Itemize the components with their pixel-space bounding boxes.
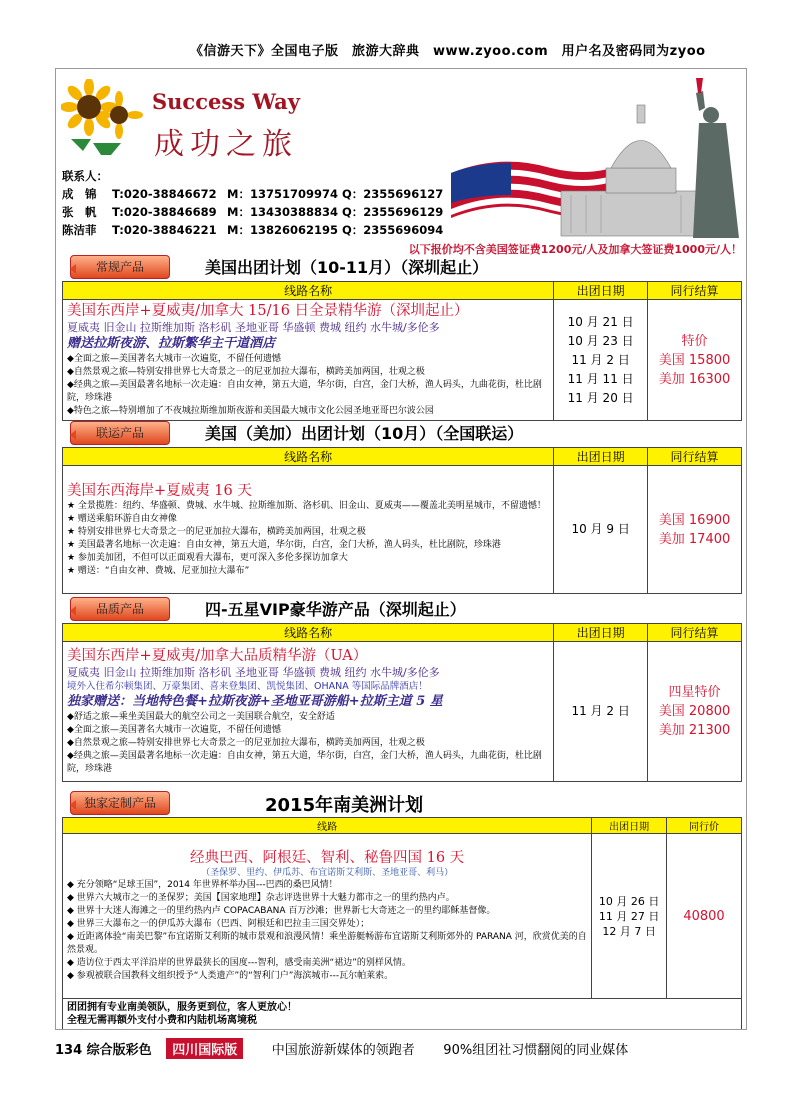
route-title: 美国东西岸+夏威夷/加拿大 15/16 日全景精华游（深圳起止）: [67, 303, 469, 319]
route-bullet: ◆全面之旅—美国著名大城市一次遍览，不留任何遗憾: [67, 725, 281, 735]
route-bullet: ◆ 世界三大瀑布之一的伊瓜苏大瀑布（巴西、阿根廷和巴拉圭三国交界处）；: [67, 919, 370, 929]
col-header-price: 同行结算: [648, 282, 742, 300]
contact-mobile: M：13430388834: [227, 205, 338, 219]
route-bullet: ◆自然景观之旅—特别安排世界七大奇景之一的尼亚加拉大瀑布，横跨美加两国，壮观之极: [67, 367, 425, 377]
depart-date: 10 月 21 日: [567, 314, 634, 329]
col-header-price: 同行结算: [648, 624, 742, 642]
route-gift: 独家赠送：当地特色餐+拉斯夜游+圣地亚哥游船+拉斯主道 5 星: [67, 694, 443, 709]
contact-qq: Q：2355696127: [342, 187, 444, 201]
section-header: [70, 595, 745, 623]
route-title: 经典巴西、阿根廷、智利、秘鲁四国 16 天: [189, 850, 465, 866]
price-line: 特价: [681, 333, 708, 349]
section-title: 四-五星VIP豪华游产品（深圳起止）: [205, 600, 466, 619]
advert-page: [55, 68, 747, 1030]
edition-badge: 四川国际版: [166, 1038, 243, 1059]
visa-fee-note: 以下报价均不含美国签证费1200元/人及加拿大签证费1000元/人！: [408, 243, 742, 256]
product-tag: 独家定制产品: [70, 791, 170, 815]
price-line: 四星特价: [668, 685, 721, 700]
route-bullet: ★ 特别安排世界七大奇景之一的尼亚加拉大瀑布，横跨美加两国，壮观之极: [67, 526, 366, 537]
contact-mobile: M：13751709974: [227, 187, 338, 201]
contact-name: 陈洁菲: [62, 223, 97, 237]
depart-date: 10 月 26 日: [598, 894, 660, 908]
depart-date: 10 月 9 日: [571, 522, 630, 536]
contact-qq: Q：2355696094: [342, 223, 444, 237]
route-cities: 夏威夷 旧金山 拉斯维加斯 洛杉矶 圣地亚哥 华盛顿 费城 纽约 水牛城/多伦多: [67, 321, 440, 334]
contact-list: [62, 167, 443, 239]
route-bullet: ◆ 充分领略“足球王国”，2014 年世界杯举办国---巴西的桑巴风情！: [67, 880, 338, 890]
product-tag: 常规产品: [70, 255, 170, 279]
brand-english: Success Way: [152, 89, 300, 114]
footer-note: 全程无需再额外支付小费和内陆机场离境税: [67, 1015, 257, 1026]
route-gift: 赠送拉斯夜游、拉斯繁华主干道酒店: [67, 336, 276, 351]
depart-date: 11 月 2 日: [571, 352, 630, 367]
col-header-route: 线路名称: [63, 448, 554, 466]
page-number: 134 综合版彩色: [55, 1043, 152, 1058]
price-line: 美加 21300: [658, 723, 731, 738]
price-line: 美加 16300: [658, 371, 731, 387]
statue-of-liberty-icon: [693, 78, 739, 238]
route-bullet: ★ 赠送：“自由女神、费城、尼亚加拉大瀑布”: [67, 565, 250, 576]
price-line: 美国 15800: [658, 352, 731, 368]
section-title: 美国（美加）出团计划（10月）（全国联运）: [205, 424, 524, 443]
depart-date: 11 月 27 日: [598, 909, 660, 923]
col-header-date: 出团日期: [592, 818, 667, 834]
depart-date: 10 月 23 日: [567, 333, 634, 348]
contact-tel: T:020-38846672: [112, 187, 217, 201]
contact-tel: T:020-38846689: [112, 205, 217, 219]
col-header-price: 同行价: [667, 818, 742, 834]
route-title: 美国东西海岸+夏威夷 16 天: [67, 482, 252, 499]
tour-table: [62, 623, 742, 782]
section-title: 2015年南美洲计划: [265, 795, 424, 816]
route-bullet: ◆ 造访位于西太平洋沿岸的世界最狭长的国度---智利，感受南美洲“裙边”的别样风情。: [67, 958, 411, 968]
route-bullet: ◆ 世界十大迷人海滩之一的里约热内卢 COPACABANA 百万沙滩；世界新七大奇迹之一的里约耶稣基督像。: [67, 906, 496, 916]
page-footer: [55, 1038, 755, 1059]
section-title: 美国出团计划（10-11月）（深圳起止）: [205, 258, 489, 277]
col-header-price: 同行结算: [648, 448, 742, 466]
col-header-route: 线路名称: [63, 282, 554, 300]
route-cities: 夏威夷 旧金山 拉斯维加斯 洛杉矶 圣地亚哥 华盛顿 费城 纽约 水牛城/多伦多: [67, 666, 440, 679]
route-bullet: ◆ 参观被联合国教科文组织授予“人类遗产”的“智利门户”海滨城市---瓦尔帕莱索。: [67, 971, 394, 981]
col-header-date: 出团日期: [554, 282, 648, 300]
col-header-route: 线路名称: [63, 624, 554, 642]
route-bullet: ◆经典之旅—美国最著名地标一次走遍：自由女神，第五大道，华尔街，白宫，金门大桥，渔人码头，九曲花街，杜比剧院，珍珠港: [67, 751, 542, 774]
route-bullet: ◆舒适之旅—乘坐美国最大的航空公司之一美国联合航空，安全舒适: [67, 712, 335, 722]
route-bullet: ◆特色之旅—特别增加了不夜城拉斯维加斯夜游和美国最大城市文化公园圣地亚哥巴尔波公园: [67, 406, 434, 416]
route-subtitle: （圣保罗、里约、伊瓜苏、布宜诺斯艾利斯、圣地亚哥、利马）: [201, 868, 454, 878]
slogan: 中国旅游新媒体的领跑者: [271, 1043, 415, 1058]
price-line: 美国 20800: [658, 704, 731, 719]
usa-landmarks-illustration: [441, 73, 746, 238]
route-bullet: ★ 参加美加团，不但可以正面观看大瀑布，更可深入多伦多探访加拿大: [67, 552, 348, 563]
price-line: 美加 17400: [658, 531, 731, 547]
footer-note: 团团拥有专业南美领队，服务更到位，客人更放心！: [67, 1002, 297, 1013]
route-bullet: ◆经典之旅—美国最著名地标一次走遍：自由女神，第五大道，华尔街，白宫，金门大桥，渔人码头，九曲花街，杜比剧院，珍珠港: [67, 380, 542, 403]
contact-label: 联系人：: [62, 169, 108, 183]
depart-date: 11 月 11 日: [567, 371, 634, 386]
depart-date: 11 月 2 日: [571, 704, 630, 718]
contact-tel: T:020-38846221: [112, 223, 217, 237]
contact-row: [62, 203, 443, 221]
contact-name: 张 帆: [62, 205, 97, 219]
section-header: [70, 789, 745, 817]
tour-table: [62, 447, 742, 594]
col-header-date: 出团日期: [554, 624, 648, 642]
route-bullet: ◆ 世界六大城市之一的圣保罗；美国【国家地理】杂志评选世界十大魅力都市之一的里约热内卢。: [67, 893, 455, 903]
route-bullet: ★ 赠送乘船环游自由女神像: [67, 513, 177, 524]
section-header: [70, 419, 745, 447]
route-title: 美国东西岸+夏威夷/加拿大品质精华游（UA）: [67, 648, 368, 664]
col-header-route: 线路: [63, 818, 592, 834]
price-line: 40800: [683, 908, 725, 924]
route-bullet: ★ 全景揽胜：纽约、华盛顿、费城、水牛城、拉斯维加斯、洛杉矶、旧金山、夏威夷——覆盖北美明星城市，不留遗憾！: [67, 500, 546, 511]
price-line: 美国 16900: [658, 512, 731, 528]
contact-row: [62, 221, 443, 239]
route-bullet: ★ 美国最著名地标一次走遍：自由女神，第五大道，华尔街，白宫，金门大桥，渔人码头，杜比剧院，珍珠港: [67, 539, 501, 550]
route-bullet: ◆ 近距离体验“南美巴黎”布宜诺斯艾利斯的城市景观和浪漫风情！乘坐游艇畅游布宜诺斯艾利斯郊外的 PARANA 河，欣赏优美的自然景观。: [67, 932, 587, 955]
contact-row: [62, 185, 443, 203]
contact-qq: Q：2355696129: [342, 205, 444, 219]
section-header: [70, 253, 745, 281]
col-header-date: 出团日期: [554, 448, 648, 466]
tour-table: [62, 281, 742, 421]
product-tag: 品质产品: [70, 597, 170, 621]
contact-name: 成 锦: [62, 187, 97, 201]
depart-date: 11 月 20 日: [567, 390, 634, 405]
masthead: 《信游天下》全国电子版 旅游大辞典 www.zyoo.com 用户名及密码同为zyoo: [190, 44, 706, 59]
tour-table: [62, 817, 742, 1030]
sunflower-logo-icon: [61, 79, 143, 161]
route-hotel: 境外入住希尔顿集团、万豪集团、喜来登集团、凯悦集团、OHANA 等国际品牌酒店！: [67, 681, 428, 692]
route-bullet: ◆自然景观之旅—特别安排世界七大奇景之一的尼亚加拉大瀑布，横跨美加两国，壮观之极: [67, 738, 425, 748]
brand-chinese: 成功之旅: [154, 127, 298, 162]
product-tag: 联运产品: [70, 421, 170, 445]
route-bullet: ◆全面之旅—美国著名大城市一次遍览，不留任何遗憾: [67, 354, 281, 364]
slogan: 90%组团社习惯翻阅的同业媒体: [443, 1043, 629, 1058]
contact-mobile: M：13826062195: [227, 223, 338, 237]
depart-date: 12 月 7 日: [602, 924, 656, 938]
